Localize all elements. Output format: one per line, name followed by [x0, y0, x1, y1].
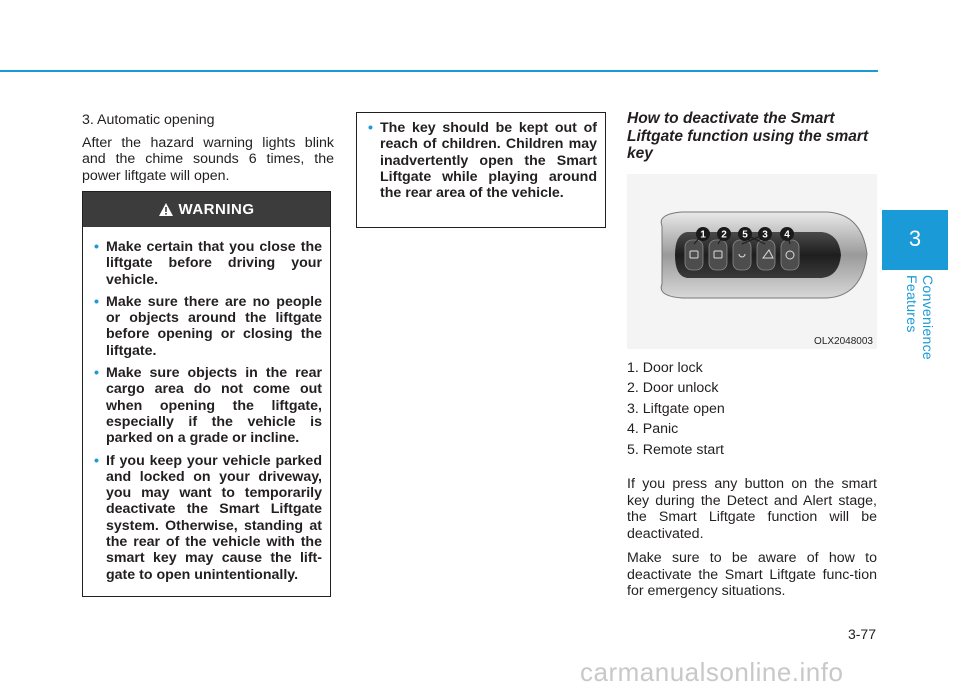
automatic-opening-paragraph: After the hazard warning lights blink and the chime sounds 6 times, the power liftgate will open. [82, 134, 334, 184]
bullet-icon: • [94, 452, 99, 469]
section-title: How to deactivate the Smart Liftgate function using the smart key [627, 110, 869, 162]
right-column-text [627, 358, 877, 608]
button-list [627, 358, 877, 460]
list-item: • Make sure there are no people or objects around the liftgate before opening or closing the liftgate. [94, 293, 322, 359]
header-rule [0, 70, 878, 72]
smart-key-image [627, 174, 877, 349]
callout-label: 1 [700, 229, 706, 241]
bullet-icon: • [94, 293, 99, 310]
list-item: 1. Door lock [627, 360, 703, 376]
callout-label: 5 [742, 229, 748, 241]
awareness-paragraph: Make sure to be aware of how to deactivate the Smart Liftgate func-tion for emergency situations. [627, 550, 877, 600]
continued-warning-box [356, 112, 606, 228]
list-item: • Make sure objects in the rear cargo area do not come out when opening the liftgate, especially if the vehicle is parked on a grade or incline. [94, 365, 322, 447]
list-item: 3. Liftgate open [627, 400, 725, 417]
list-item: 5. Remote start [627, 441, 724, 458]
watermark: carmanualsonline.info [580, 657, 844, 687]
bullet-icon: • [368, 120, 373, 136]
continued-warning-list [357, 113, 605, 201]
subheading-automatic-opening: 3. Automatic opening [82, 112, 215, 128]
left-column [82, 112, 334, 192]
deactivation-paragraph: If you press any button on the smart key during the Detect and Alert stage, the Smart Liftgate function will be deactivated. [627, 476, 877, 542]
figure-code: OLX2048003 [814, 336, 873, 347]
list-item: 4. Panic [627, 421, 679, 438]
bullet-icon: • [94, 239, 99, 255]
list-item: • The key should be kept out of reach of children. Children may inadvertently open the Smart Liftgate while playing around the rear area of the vehicle. [368, 120, 597, 202]
smart-key-figure [627, 174, 877, 349]
warning-title: WARNING [178, 201, 255, 218]
warning-header [83, 192, 330, 227]
list-item: 2. Door unlock [627, 380, 719, 397]
warning-box [82, 191, 331, 597]
callout-label: 3 [762, 229, 768, 241]
bullet-icon: • [94, 365, 99, 382]
callout-label: 4 [784, 229, 790, 241]
warning-list [83, 227, 330, 583]
page-number: 3-77 [847, 626, 876, 642]
chapter-number-tab: 3 [882, 210, 948, 270]
list-item: • If you keep your vehicle parked and locked on your driveway, you may want to temporarily deactivate the Smart Liftgate system. Otherwise, standing at the rear of the vehicle with the smart key may cause the lift-gate to open unintentionally. [94, 452, 322, 583]
chapter-title: Convenience Features [904, 275, 936, 361]
list-item: • Make certain that you close the liftgate before driving your vehicle. [94, 239, 322, 288]
callout-label: 2 [721, 229, 727, 241]
warning-triangle-icon [159, 203, 173, 216]
